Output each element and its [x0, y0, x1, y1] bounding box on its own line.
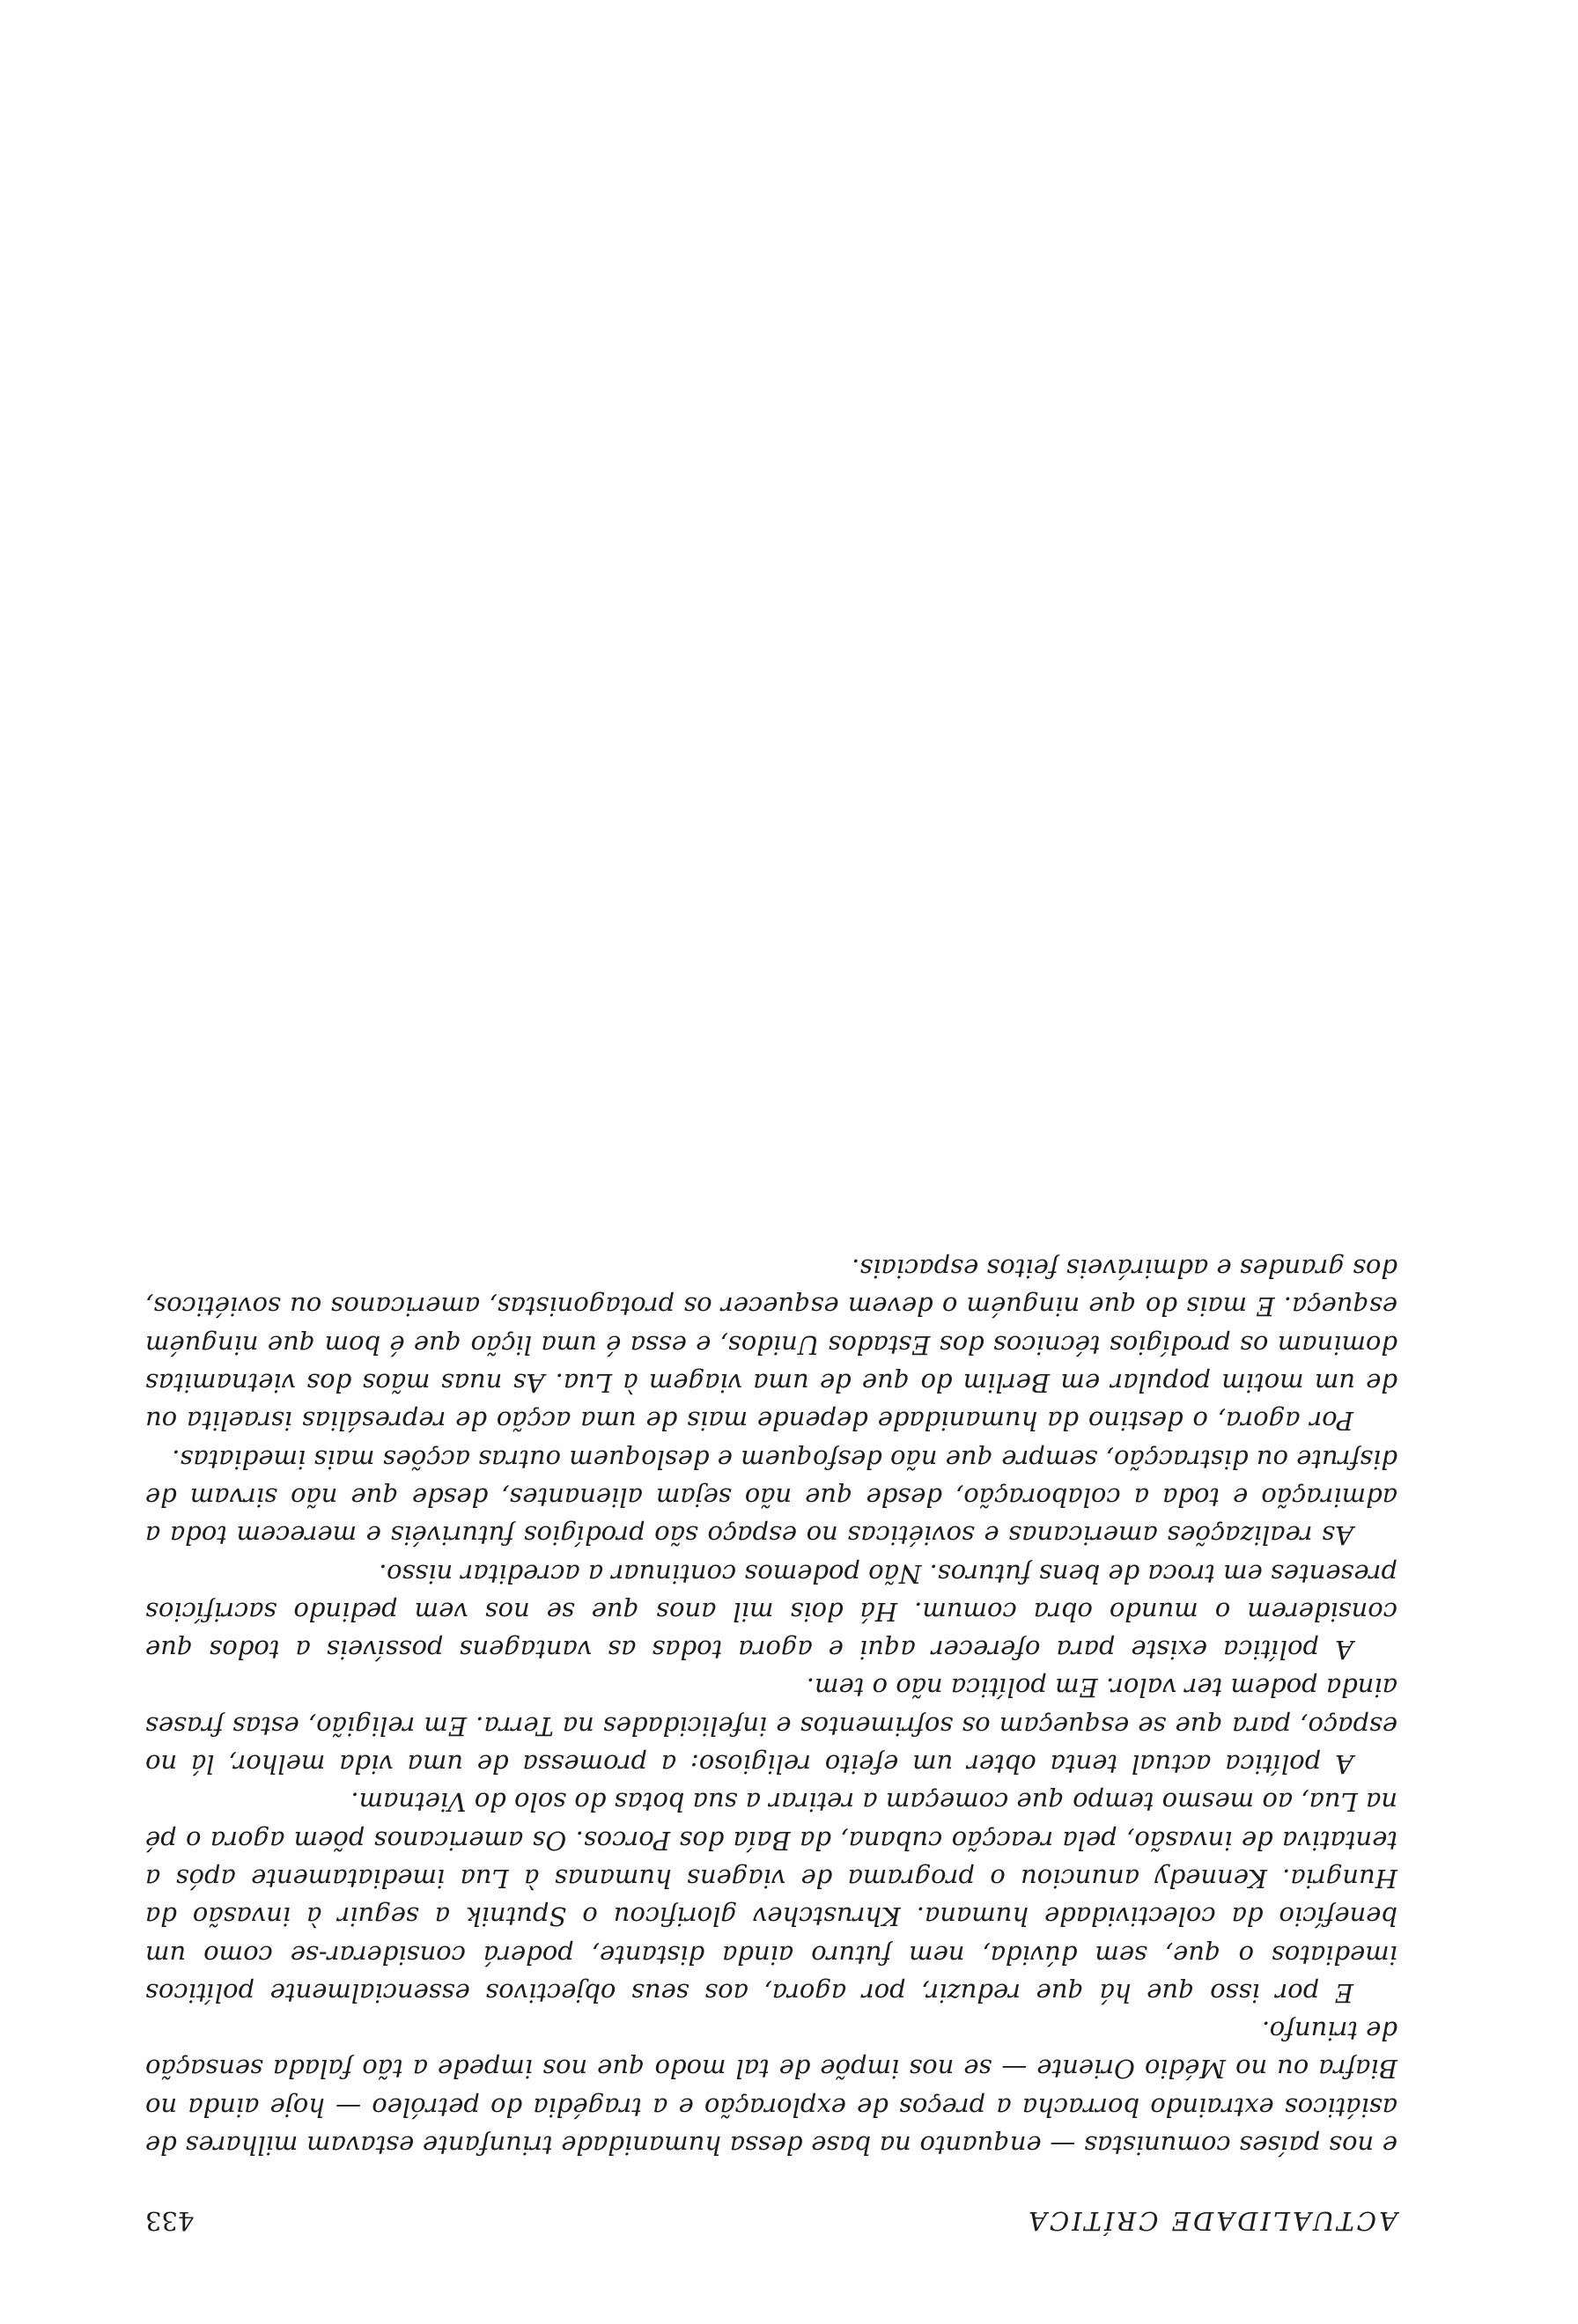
- page-number: 433: [145, 2206, 195, 2236]
- paragraph: As realizações americanas e soviéticas no espaço são prodígios futurivéis e merecem toda a admiração e toda a colaboração, desde que não sejam alienantes, desde que não sirvam de disfrute ou distracção, sempre que não desfoquem e desloquem outras acções mais imediatas.: [145, 1444, 1397, 1551]
- paragraph: Por agora, o destino da humanidade depende mais de uma acção de represálias israelita ou de um motim popular em Berlim do que de uma viagem à Lua. As nuas mãos dos vietnamitas dominam os prodígios técnicos dos Estados Unidos, e essa é uma lição que é bom que ninguém esqueça. E mais do que ninguém o devem esquecer os protagonistas, americanos ou soviéticos, dos grandes e admiráveis feitos espaciais.: [145, 1254, 1397, 1437]
- paragraph: A política existe para oferecer aqui e agora todas as vantagens possíveis a todos que considerem o mundo obra comum. Há dois mil anos que se nos vem pedindo sacrifícios presentes em troca de bens futuros. Não podemos continuar a acreditar nisso.: [145, 1558, 1397, 1666]
- paragraph: e nos países comunistas — enquanto na base dessa humanidade triunfante estavam milhares de asiáticos extraindo borracha a preços de exploração e a tragédia do petróleo — hoje ainda no Biafra ou no Médio Oriente — se nos impõe de tal modo que nos impede a tão falada sensação de triunfo.: [145, 2016, 1397, 2160]
- running-title: ACTUALIDADE CRÍTICA: [1026, 2206, 1397, 2236]
- body-text: [145, 1249, 1397, 2164]
- page-header: [145, 2201, 1397, 2236]
- paragraph: A política actual tenta obter um efeito religioso: a promessa de uma vida melhor, lá no espaço, para que se esqueçam os sofrimentos e infelicidades na Terra. Em religião, estas frases ainda podem ter valor. Em política não o tem.: [145, 1673, 1397, 1780]
- paragraph: E por isso que há que reduzir, por agora, aos seus objectivos essencialmente políticos imediatos o que, sem dúvida, nem futuro ainda distante, poderá considerar-se como um benefício da colectividade humana. Khrustchev glorificou o Sputnik a seguir à invasão da Hungria. Kennedy anunciou o programa de viagens humanas à Lua imediatamente após a tentativa de invasão, pela reacção cubana, da Baía dos Porcos. Os americanos põem agora o pé na Lua, ao mesmo tempo que começam a retirar a sua botas do solo do Vietnam.: [145, 1787, 1397, 2008]
